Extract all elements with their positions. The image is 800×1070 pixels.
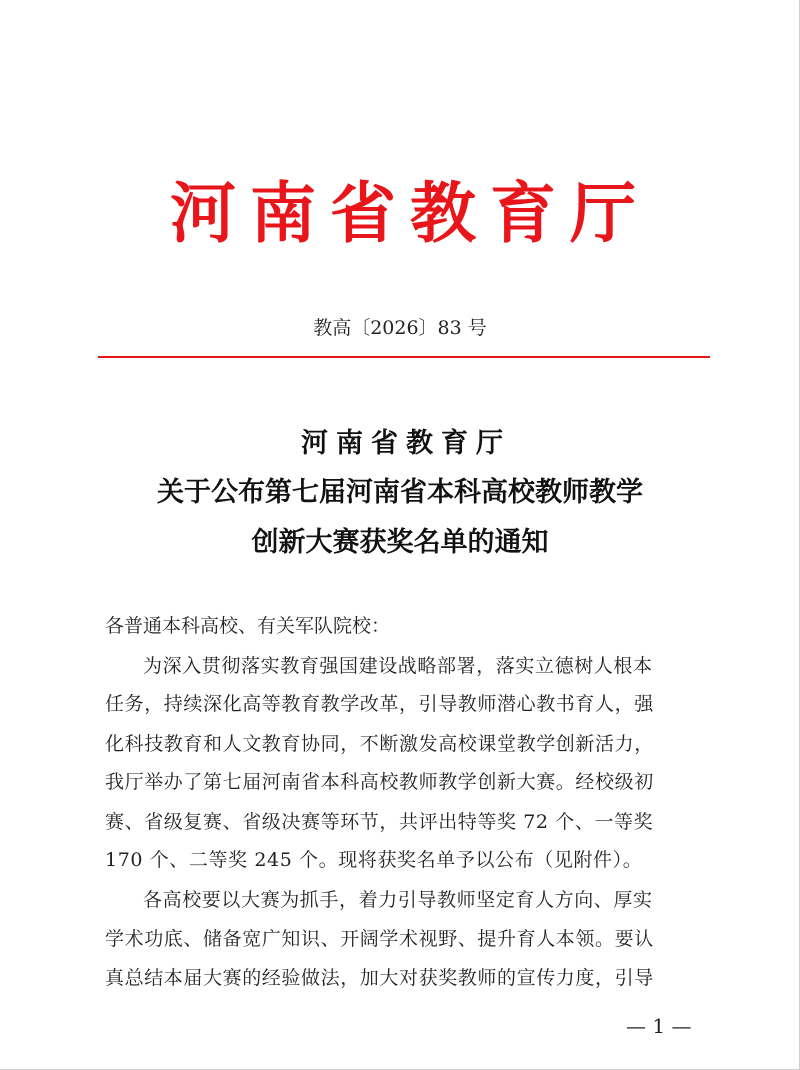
title-line-2: 关于公布第七届河南省本科高校教师教学: [157, 477, 643, 508]
paragraph-1-line-3: 化科技教育和人文教育协同，不断激发高校课堂教学创新活力，: [105, 733, 654, 755]
paragraph-2-line-2: 学术功底、储备宽广知识、开阔学术视野、提升育人本领。要认: [105, 928, 654, 950]
paragraph-1-line-1: 为深入贯彻落实教育强国建设战略部署，落实立德树人根本: [143, 655, 653, 677]
paragraph-2-line-3: 真总结本届大赛的经验做法，加大对获奖教师的宣传力度，引导: [105, 967, 654, 989]
paragraph-1-line-6: 170 个、二等奖 245 个。现将获奖名单予以公布（见附件）。: [105, 849, 643, 871]
document-number: 教高〔2026〕83 号: [313, 317, 487, 339]
page-number: — 1 —: [626, 1014, 692, 1038]
red-divider-line: [98, 356, 710, 358]
letterhead: 河南省教育厅: [170, 174, 650, 252]
title-line-3: 创新大赛获奖名单的通知: [251, 527, 549, 558]
paragraph-2-line-1: 各高校要以大赛为抓手，着力引导教师坚定育人方向、厚实: [143, 889, 653, 911]
paragraph-1-line-4: 我厅举办了第七届河南省本科高校教师教学创新大赛。经校级初: [105, 771, 654, 793]
salutation: 各普通本科高校、有关军队院校：: [105, 615, 391, 637]
paragraph-1-line-2: 任务，持续深化高等教育教学改革，引导教师潜心教书育人，强: [105, 693, 654, 715]
title-line-1: 河南省教育厅: [301, 428, 511, 459]
paragraph-1-line-5: 赛、省级复赛、省级决赛等环节，共评出特等奖 72 个、一等奖: [105, 811, 654, 833]
